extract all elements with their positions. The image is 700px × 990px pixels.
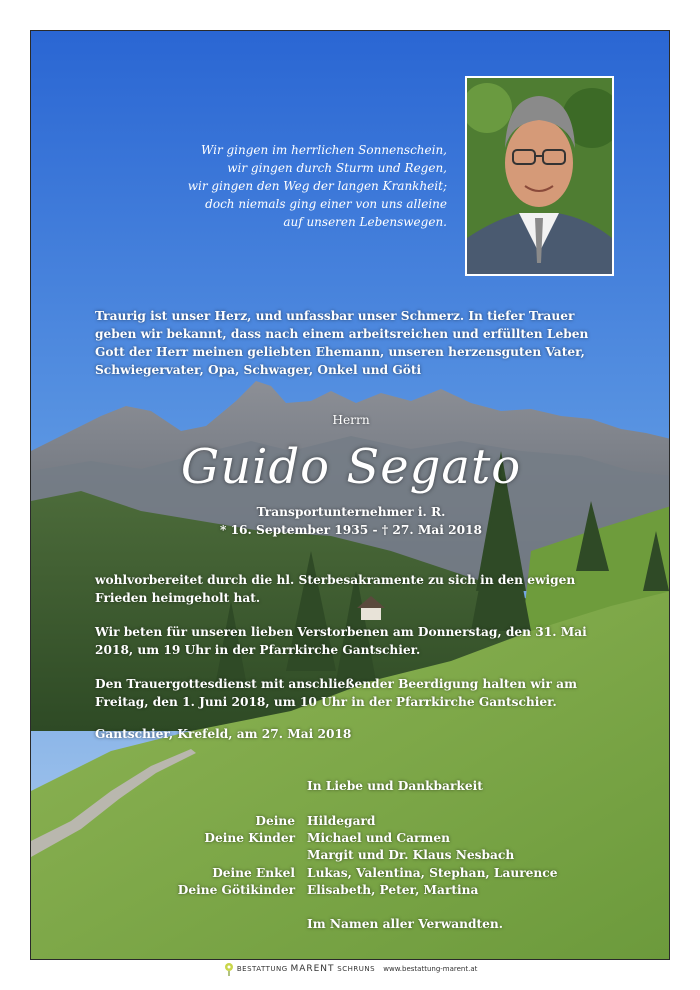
brand xyxy=(237,964,375,974)
sacraments-paragraph: wohlvorbereitet durch die hl. Sterbesakramente zu sich in den ewigen Frieden heimgeholt hat. xyxy=(95,573,576,605)
occupation: Transportunternehmer i. R. xyxy=(256,505,446,519)
family-label: Deine Kinder xyxy=(204,831,295,846)
poem-line: wir gingen durch Sturm und Regen, xyxy=(227,161,447,175)
intro-text: Traurig ist unser Herz, und unfassbar unser Schmerz. In tiefer Trauer geben wir bekannt, dass nach einem arbeitsreichen und erfüllten Leben Gott der Herr meinen geliebten Ehemann, unseren herzensguten Vater, Schwiegervater, Opa, Schwager, Onkel und Göti xyxy=(95,309,589,377)
family-names: Elisabeth, Peter, Martina xyxy=(307,882,479,897)
family-names: Margit und Dr. Klaus Nesbach xyxy=(307,848,515,863)
poem-line: auf unseren Lebenswegen. xyxy=(283,215,447,229)
family-row xyxy=(31,812,670,829)
website-link[interactable]: www.bestattung-marent.at xyxy=(383,965,478,973)
place-date: Gantschier, Krefeld, am 27. Mai 2018 xyxy=(95,727,352,741)
family-list xyxy=(31,812,670,898)
family-row xyxy=(31,881,670,898)
family-row xyxy=(31,829,670,846)
love-thanks: In Liebe und Dankbarkeit xyxy=(307,779,483,793)
family-names: Lukas, Valentina, Stephan, Laurence xyxy=(307,865,558,880)
closing-line: Im Namen aller Verwandten. xyxy=(307,917,503,931)
family-names: Michael und Carmen xyxy=(307,831,450,846)
flower-logo-icon xyxy=(223,962,235,976)
brand-prefix: BESTATTUNG xyxy=(236,965,288,973)
poem-line: Wir gingen im herrlichen Sonnenschein, xyxy=(200,143,447,157)
footer xyxy=(0,962,700,982)
brand-location: SCHRUNS xyxy=(337,965,376,973)
family-names: Hildegard xyxy=(307,814,376,828)
brand-name: MARENT xyxy=(290,964,335,974)
portrait-photo xyxy=(465,76,614,276)
poem-line: wir gingen den Weg der langen Krankheit; xyxy=(187,179,447,193)
life-dates: * 16. September 1935 - † 27. Mai 2018 xyxy=(219,523,483,537)
salutation: Herrn xyxy=(332,413,370,427)
family-row xyxy=(31,864,670,881)
family-label: Deine xyxy=(255,814,295,828)
poem-line: doch niemals ging einer von uns alleine xyxy=(205,197,447,211)
poem xyxy=(187,141,447,231)
family-row xyxy=(31,846,670,863)
prayer-paragraph: Wir beten für unseren lieben Verstorbenen am Donnerstag, den 31. Mai 2018, um 19 Uhr in der Pfarrkirche Gantschier. xyxy=(95,625,587,657)
service-paragraph: Den Trauergottesdienst mit anschließender Beerdigung halten wir am Freitag, den 1. Juni 2018, um 10 Uhr in der Pfarrkirche Gantschier. xyxy=(95,677,577,709)
obituary-card xyxy=(30,30,670,960)
deceased-name: Guido Segato xyxy=(180,439,522,495)
family-label: Deine Götikinder xyxy=(177,882,295,897)
family-label: Deine Enkel xyxy=(212,865,295,880)
